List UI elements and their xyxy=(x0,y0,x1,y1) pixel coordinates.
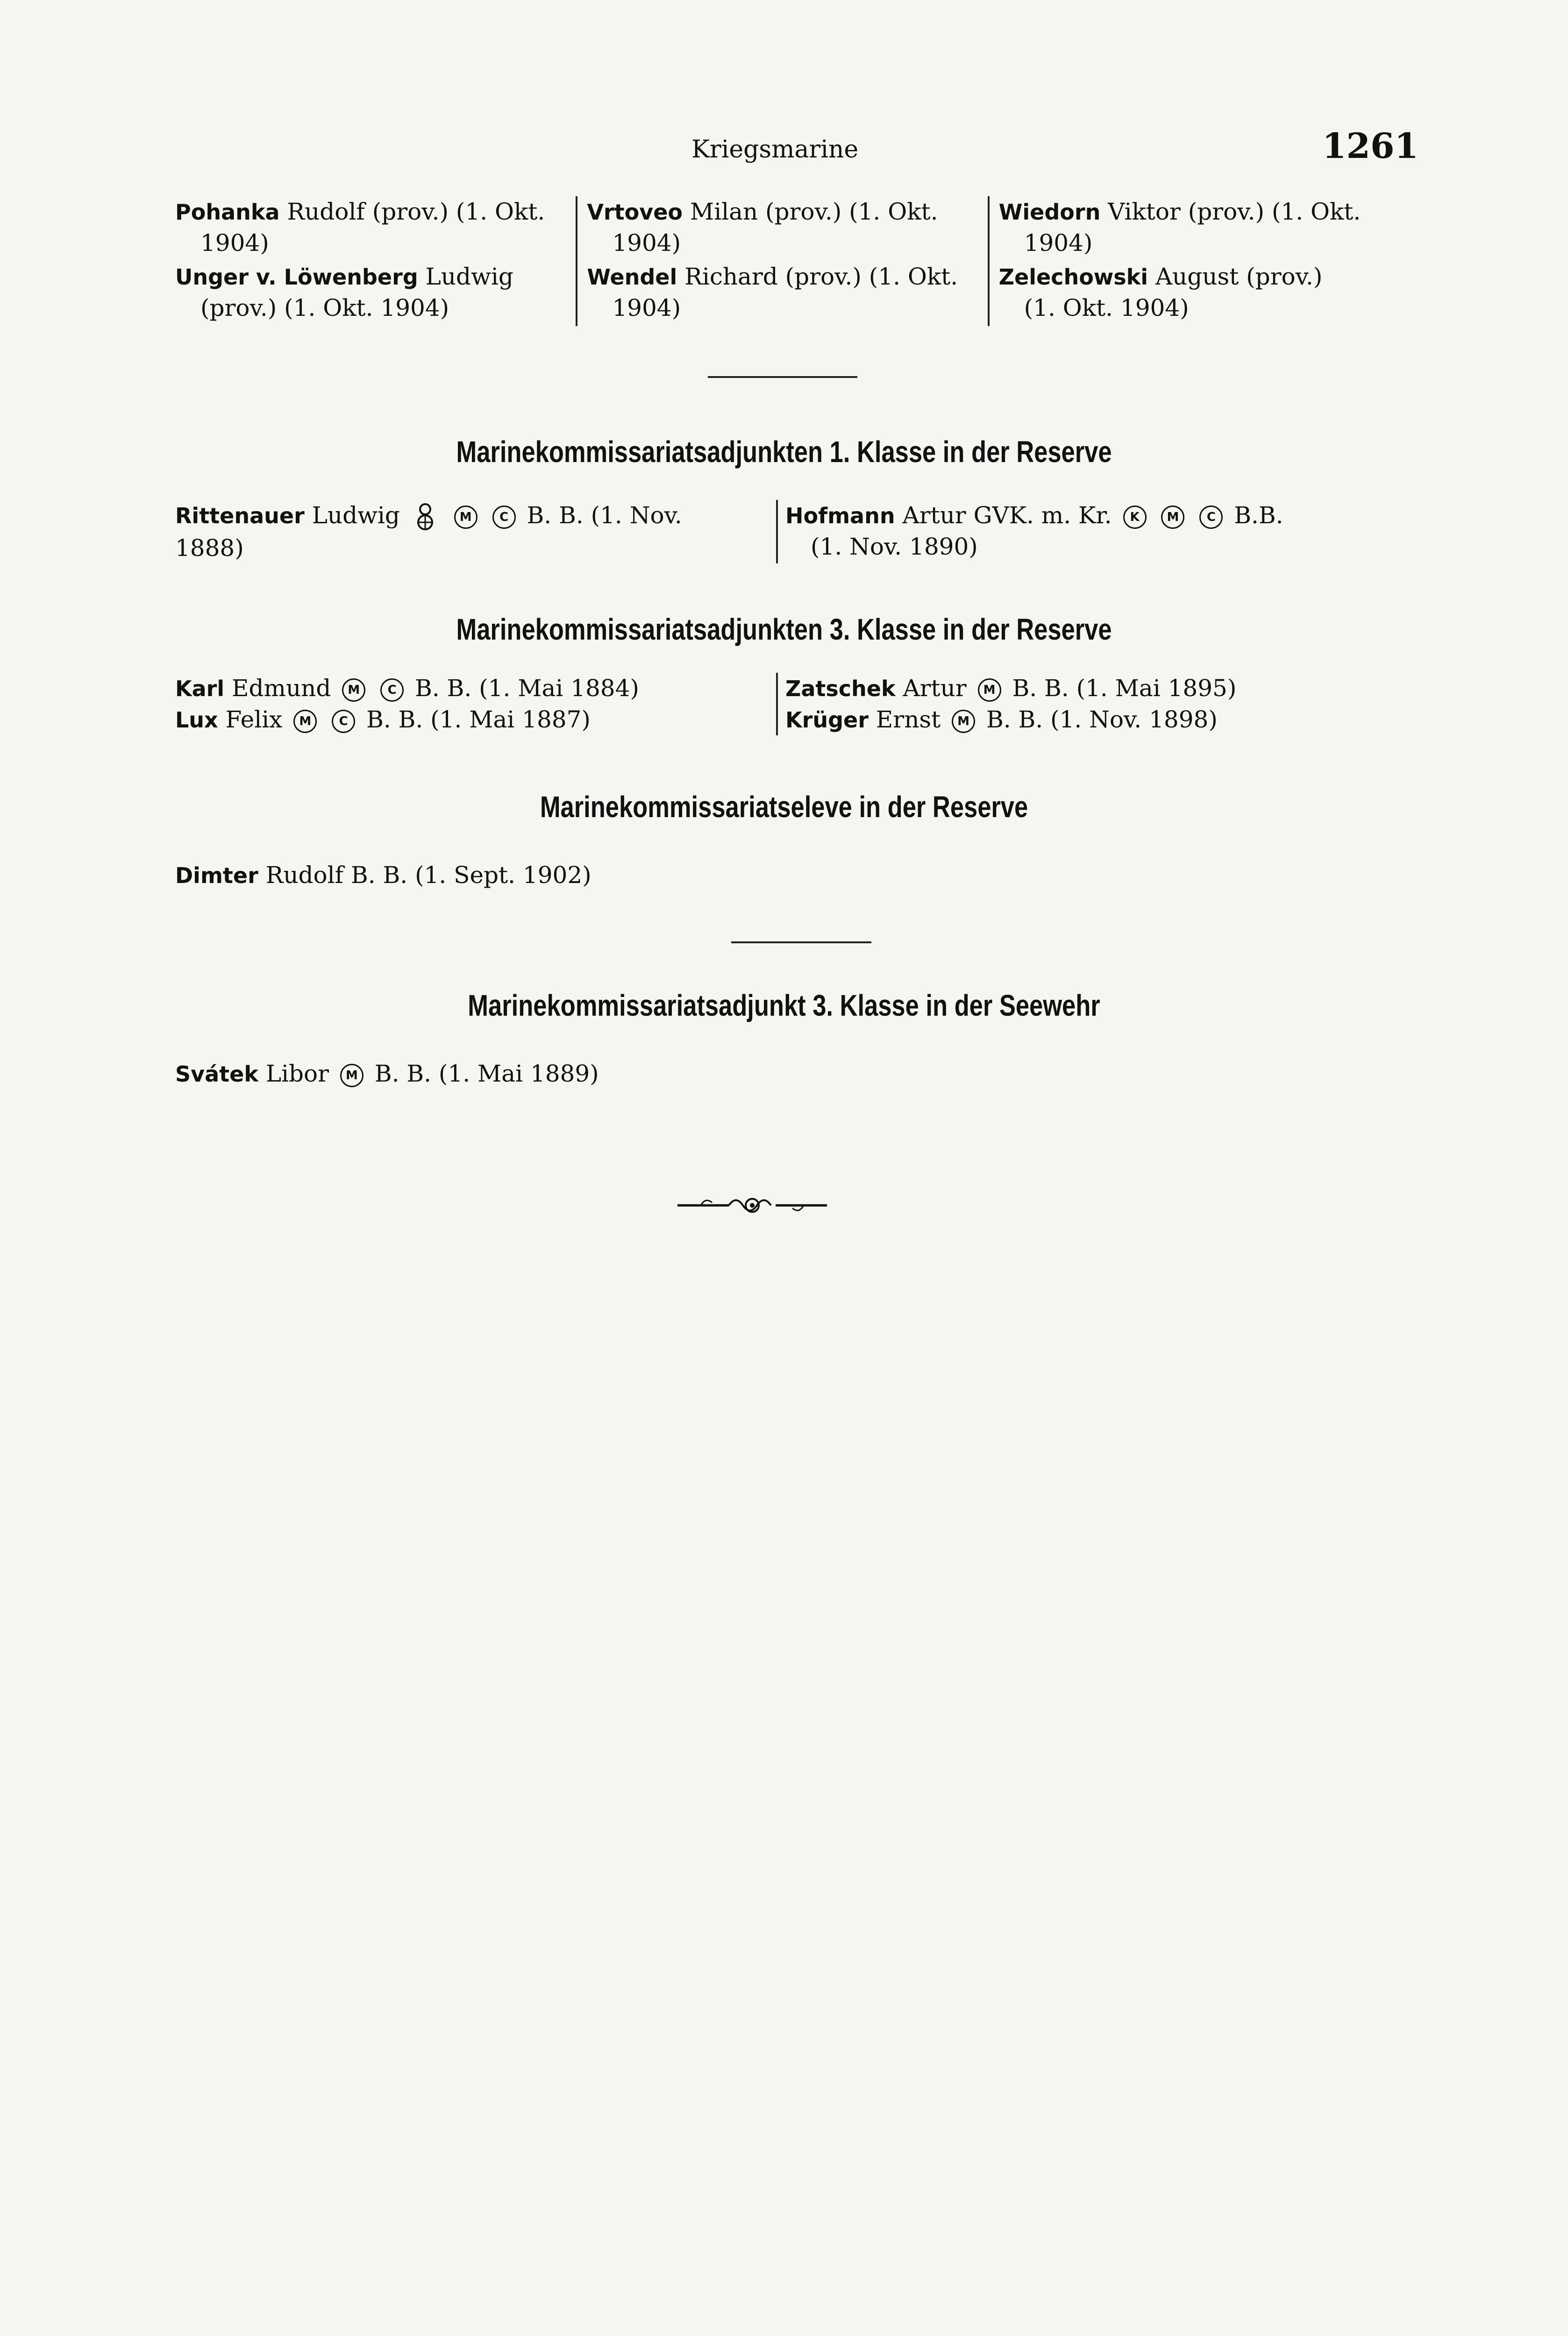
details: Richard (prov.) (1. Okt. xyxy=(684,263,958,290)
details: Viktor (prov.) (1. Okt. xyxy=(1108,198,1361,225)
details-cont: 1904) xyxy=(612,294,681,321)
details: B. B. (1. Mai 1887) xyxy=(366,706,591,733)
list-item xyxy=(175,673,769,704)
medal-m-icon: M xyxy=(342,678,365,702)
medal-c-icon: C xyxy=(492,506,516,529)
column-right xyxy=(776,673,1388,735)
list-item xyxy=(175,196,566,258)
list-item xyxy=(175,1058,599,1090)
details-cont: (1. Okt. 1904) xyxy=(1024,294,1189,321)
surname: Wendel xyxy=(587,264,677,290)
list-item xyxy=(785,673,1388,704)
medal-c-icon: C xyxy=(332,710,355,733)
list-item xyxy=(785,704,1388,735)
medal-m-icon: M xyxy=(952,710,975,733)
surname: Dimter xyxy=(175,863,258,888)
running-head: Kriegsmarine xyxy=(691,135,859,164)
given-name: Ludwig xyxy=(312,502,400,529)
medal-m-icon: M xyxy=(978,678,1001,702)
details: August (prov.) xyxy=(1155,263,1323,290)
details: Milan (prov.) (1. Okt. xyxy=(690,198,938,225)
column-1 xyxy=(175,196,576,326)
list-item xyxy=(175,500,776,563)
given-name: Libor xyxy=(265,1060,329,1087)
top-entries xyxy=(175,196,1390,326)
details: B.B. xyxy=(1234,502,1283,529)
details-cont: 1888) xyxy=(175,534,244,562)
details-cont: 1904) xyxy=(1024,229,1093,256)
surname: Unger v. Löwenberg xyxy=(175,264,418,290)
surname: Pohanka xyxy=(175,199,280,225)
details-cont: (prov.) (1. Okt. 1904) xyxy=(200,294,449,321)
column-2 xyxy=(576,196,987,326)
given-name: Edmund xyxy=(232,675,331,702)
details-cont: (1. Nov. 1890) xyxy=(811,533,978,560)
list-item xyxy=(175,261,566,323)
medal-m-icon: M xyxy=(454,506,478,529)
surname: Vrtoveo xyxy=(587,199,683,225)
section-heading: Marinekommissariatseleve in der Reserve xyxy=(540,790,1028,824)
section-heading: Marinekommissariatsadjunkten 1. Klasse in der Reserve xyxy=(456,435,1112,469)
surname: Hofmann xyxy=(785,503,895,528)
column-left xyxy=(175,673,776,735)
order-cross-icon xyxy=(415,502,435,533)
details: B. B. (1. Mai 1884) xyxy=(415,675,639,702)
medal-m-icon: M xyxy=(293,710,317,733)
details: B. B. (1. Nov. 1898) xyxy=(986,706,1218,733)
section-heading: Marinekommissariatsadjunkt 3. Klasse in der Seewehr xyxy=(468,989,1100,1022)
given-name: Artur GVK. m. Kr. xyxy=(902,502,1112,529)
section-entries xyxy=(175,500,1390,563)
surname: Svátek xyxy=(175,1061,258,1087)
list-item xyxy=(587,196,978,258)
surname: Zelechowski xyxy=(998,264,1148,290)
medal-m-icon: M xyxy=(340,1064,363,1087)
list-item xyxy=(175,704,769,735)
details-cont: 1904) xyxy=(612,229,681,256)
section-divider xyxy=(708,376,857,378)
surname: Rittenauer xyxy=(175,503,305,528)
details: B. B. (1. Mai 1895) xyxy=(1012,675,1237,702)
page-number: 1261 xyxy=(1322,126,1418,166)
column-3 xyxy=(988,196,1390,326)
given-name: Felix xyxy=(225,706,283,733)
details: Ludwig xyxy=(425,263,513,290)
surname: Lux xyxy=(175,707,218,733)
list-item xyxy=(776,500,1388,563)
details: B. B. (1. Nov. xyxy=(527,502,682,529)
section-heading: Marinekommissariatsadjunkten 3. Klasse in der Reserve xyxy=(456,612,1112,646)
list-item xyxy=(999,196,1390,258)
list-item xyxy=(175,860,592,891)
medal-k-icon: K xyxy=(1123,506,1147,529)
details-cont: 1904) xyxy=(200,229,269,256)
end-ornament-icon xyxy=(673,1191,832,1219)
medal-c-icon: C xyxy=(380,678,404,702)
medal-m-icon: M xyxy=(1161,506,1184,529)
surname: Wiedorn xyxy=(998,199,1101,225)
bleed-through xyxy=(584,1738,1005,1767)
given-name: Artur xyxy=(903,675,967,702)
section-entries xyxy=(175,673,1390,735)
details: B. B. (1. Mai 1889) xyxy=(374,1060,599,1087)
list-item xyxy=(587,261,978,323)
surname: Krüger xyxy=(785,707,869,733)
surname: Karl xyxy=(175,676,225,701)
details: Rudolf (prov.) (1. Okt. xyxy=(287,198,545,225)
details: Rudolf B. B. (1. Sept. 1902) xyxy=(265,862,592,889)
list-item xyxy=(999,261,1390,323)
medal-c-icon: C xyxy=(1199,506,1223,529)
section-divider xyxy=(731,941,871,943)
given-name: Ernst xyxy=(876,706,941,733)
surname: Zatschek xyxy=(785,676,896,701)
